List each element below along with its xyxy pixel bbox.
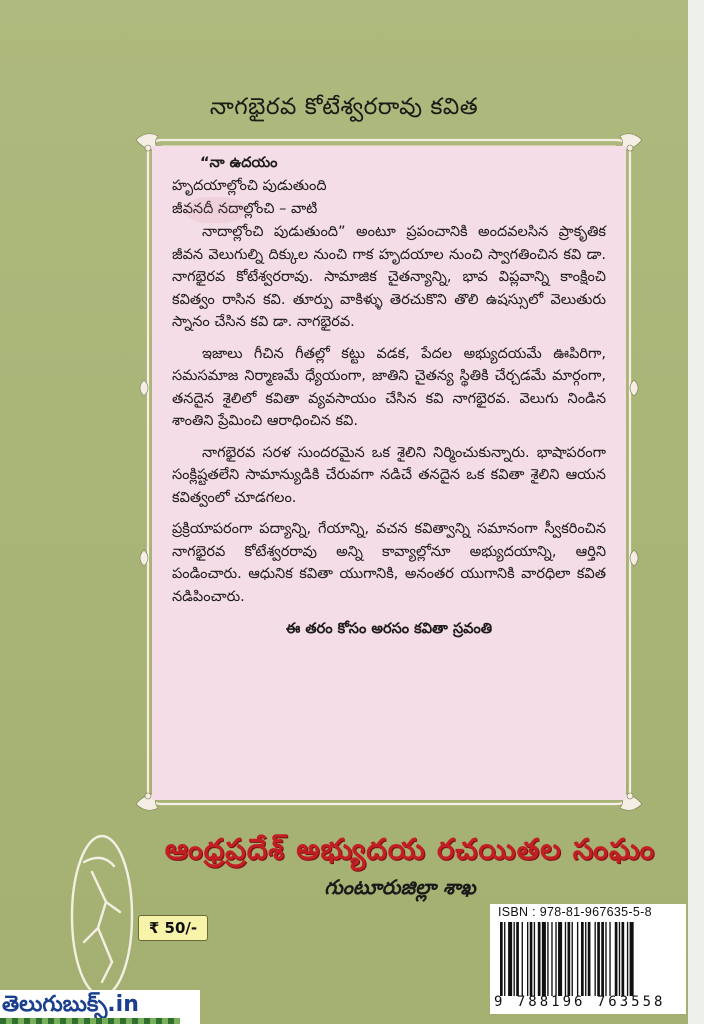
- paragraph-3: నాగభైరవ సరళ సుందరమైన ఒక శైలిని నిర్మించుకున్నారు. భాషాపరంగా సంక్లిష్టతలేని సామాన్యుడికి చేరువగా నడిచే తనదైన ఒక కవితా శైలిని ఆయన కవిత్వంలో చూడగలం.: [172, 444, 606, 506]
- poem-line-2: హృదయాల్లోంచి పుడుతుంది: [172, 178, 327, 194]
- paragraph-4: ప్రక్రియాపరంగా పద్యాన్ని, గేయాన్ని, వచన కవిత్వాన్ని సమానంగా స్వీకరించిన నాగభైరవ కోటేశ్వరరావు అన్ని కావ్యాల్లోనూ అభ్యుదయాన్ని, ఆర్తిని పండించారు. ఆధునిక కవితా యుగానికి, అనంతర యుగానికి వారధిలా కవిత నడిపించారు.: [172, 521, 606, 605]
- cover-title: నాగభైరవ కోటేశ్వరరావు కవిత: [209, 94, 479, 120]
- price-tag: ₹ 50/-: [138, 915, 208, 941]
- watermark-text: తెలుగుబుక్స్.in: [2, 992, 139, 1017]
- barcode-digits: 9 788196 763558: [494, 994, 666, 1010]
- org-branch: గుంటూరుజిల్లా శాఖ: [324, 875, 476, 899]
- site-watermark: [0, 990, 200, 1024]
- poem-line-3: జీవనదీ నదాల్లోంచి – వాటి: [172, 201, 318, 217]
- watermark-strip: [0, 1018, 180, 1024]
- series-credit: ఈ తరం కోసం అరసం కవితా స్రవంతి: [285, 621, 493, 637]
- paragraph-2: ఇజాలు గీచిన గీతల్లో కట్టు వడక, పేదల అభ్యుదయమే ఊపిరిగా, సమసమాజ నిర్మాణమే ధ్యేయంగా, జాతిని చైతన్య స్థితికి చేర్చడమే మార్గంగా, తనదైన శైలిలో కవితా వ్యవసాయం చేసిన కవి నాగభైరవ. వెలుగు నిండిన శాంతిని ప్రేమించి ఆరాధించిన కవి.: [172, 345, 606, 429]
- poem-line-1: “నా ఉదయం: [200, 155, 278, 171]
- paper-stain: [186, 197, 244, 223]
- org-name: ఆంధ్రప్రదేశ్ అభ్యుదయ రచయితల సంఘం: [164, 832, 656, 866]
- barcode-icon: [498, 922, 680, 996]
- description-panel: [152, 146, 626, 800]
- isbn-label: ISBN : 978-81-967635-5-8: [498, 905, 652, 919]
- org-logo-icon: [62, 832, 134, 1000]
- page-edge: [688, 0, 704, 1024]
- paragraph-1: నాదాల్లోంచి పుడుతుంది” అంటూ ప్రపంచానికి అందవలసిన ప్రాకృతిక జీవన వెలుగుల్ని దిక్కుల నుంచి గాక హృదయాల నుంచి స్వాగతించిన కవి డా. నాగభైరవ కోటేశ్వరరావు. సామాజిక చైతన్యాన్ని, భావ విప్లవాన్ని కాంక్షించి కవిత్వం రాసిన కవి. తూర్పు వాకిళ్ళు తెరచుకొని తొలి ఉషస్సులో వెలుతురు స్నానం చేసిన కవి డా. నాగభైరవ.: [172, 224, 606, 330]
